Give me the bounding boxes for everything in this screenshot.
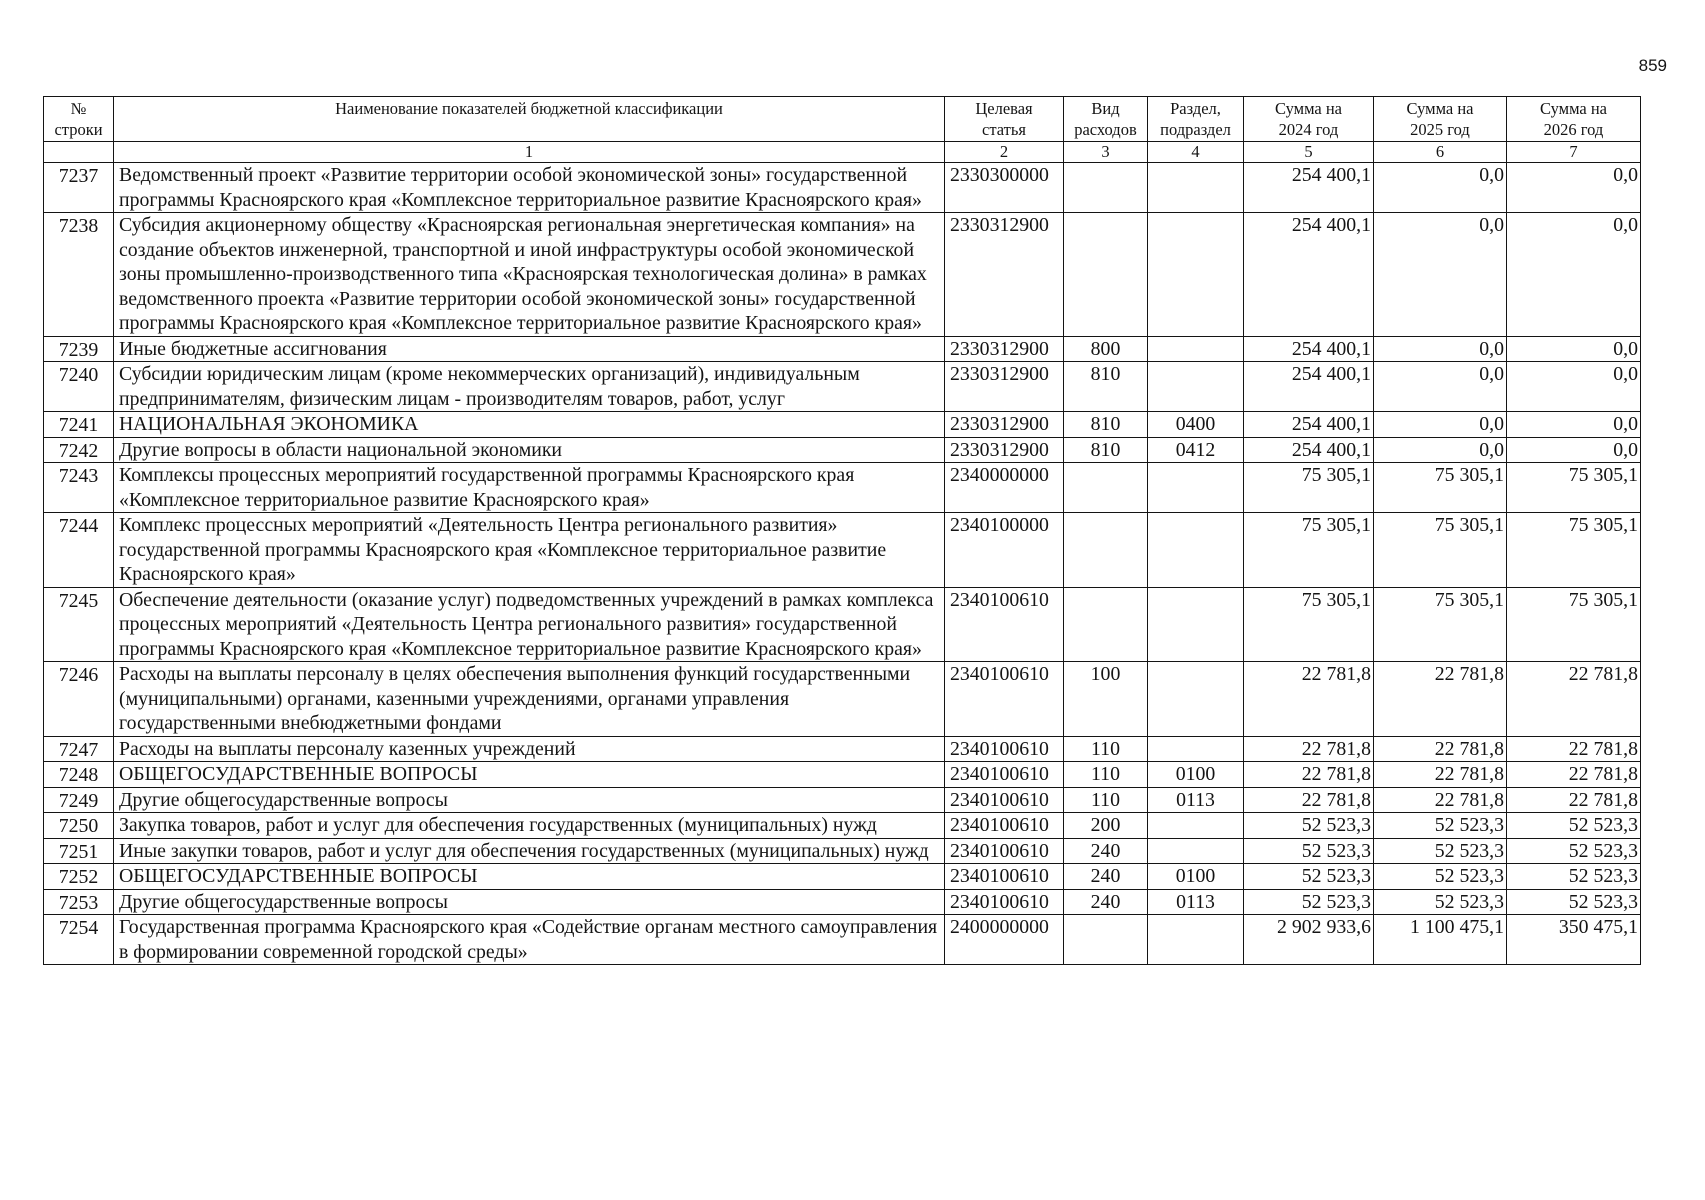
section-subsection-cell: 0412 [1148,437,1244,463]
indicator-name-cell: Закупка товаров, работ и услуг для обеспечения государственных (муниципальных) нужд [114,813,945,839]
target-article-cell: 2340100610 [945,662,1064,737]
target-article-cell: 2330300000 [945,163,1064,213]
amount-2025-cell: 0,0 [1374,336,1507,362]
row-number-cell: 7250 [44,813,114,839]
table-row [44,889,1641,915]
header-row [44,97,1641,142]
target-article-cell: 2330312900 [945,437,1064,463]
amount-2026-cell: 0,0 [1507,213,1641,337]
amount-2026-cell: 0,0 [1507,437,1641,463]
section-subsection-cell [1148,587,1244,662]
amount-2025-cell: 52 523,3 [1374,813,1507,839]
amount-2024-cell: 22 781,8 [1244,762,1374,788]
header-amount-2025-line2: 2025 год [1410,120,1470,139]
row-number-cell: 7251 [44,838,114,864]
row-number-cell: 7237 [44,163,114,213]
section-subsection-cell [1148,662,1244,737]
target-article-cell: 2340100610 [945,587,1064,662]
row-number-cell: 7242 [44,437,114,463]
row-number-cell: 7247 [44,736,114,762]
amount-2024-cell: 254 400,1 [1244,336,1374,362]
header-amount-2026-line2: 2026 год [1543,120,1604,139]
header-amount-2026 [1507,97,1641,142]
header-section-line1: Раздел, [1170,99,1221,118]
column-number-6: 6 [1374,142,1507,163]
amount-2026-cell: 22 781,8 [1507,762,1641,788]
target-article-cell: 2330312900 [945,412,1064,438]
section-subsection-cell: 0400 [1148,412,1244,438]
header-amount-2025 [1374,97,1507,142]
amount-2026-cell: 75 305,1 [1507,587,1641,662]
indicator-name-cell: Комплексы процессных мероприятий государственной программы Красноярского края «Комплексное территориальное развитие Красноярского края» [114,463,945,513]
amount-2024-cell: 52 523,3 [1244,864,1374,890]
expense-type-cell: 240 [1064,889,1148,915]
table-row [44,762,1641,788]
indicator-name-cell: Ведомственный проект «Развитие территории особой экономической зоны» государственной программы Красноярского края «Комплексное территориальное развитие Красноярского края» [114,163,945,213]
amount-2026-cell: 75 305,1 [1507,513,1641,588]
table-row [44,336,1641,362]
section-subsection-cell: 0100 [1148,762,1244,788]
row-number-cell: 7241 [44,412,114,438]
header-target-article [945,97,1064,142]
header-amount-2024 [1244,97,1374,142]
amount-2024-cell: 2 902 933,6 [1244,915,1374,965]
amount-2026-cell: 22 781,8 [1507,787,1641,813]
expense-type-cell: 100 [1064,662,1148,737]
table-row [44,362,1641,412]
expense-type-cell [1064,213,1148,337]
target-article-cell: 2340100610 [945,838,1064,864]
section-subsection-cell [1148,513,1244,588]
amount-2025-cell: 0,0 [1374,412,1507,438]
expense-type-cell: 110 [1064,762,1148,788]
expense-type-cell [1064,163,1148,213]
amount-2026-cell: 22 781,8 [1507,736,1641,762]
expense-type-cell [1064,915,1148,965]
target-article-cell: 2330312900 [945,213,1064,337]
amount-2025-cell: 22 781,8 [1374,787,1507,813]
indicator-name-cell: ОБЩЕГОСУДАРСТВЕННЫЕ ВОПРОСЫ [114,864,945,890]
table-row [44,412,1641,438]
section-subsection-cell [1148,463,1244,513]
indicator-name-cell: Иные закупки товаров, работ и услуг для обеспечения государственных (муниципальных) нужд [114,838,945,864]
indicator-name-cell: Обеспечение деятельности (оказание услуг) подведомственных учреждений в рамках комплекса процессных мероприятий «Деятельность Центра регионального развития» государственной программы Красноярского края «Комплексное территориальное развитие Красноярского края» [114,587,945,662]
indicator-name-cell: Расходы на выплаты персоналу в целях обеспечения выполнения функций государственными (муниципальными) органами, казенными учреждениями, органами управления государственными внебюджетными фондами [114,662,945,737]
table-row [44,463,1641,513]
amount-2024-cell: 254 400,1 [1244,213,1374,337]
section-subsection-cell: 0113 [1148,889,1244,915]
amount-2024-cell: 22 781,8 [1244,662,1374,737]
expense-type-cell: 810 [1064,437,1148,463]
amount-2026-cell: 22 781,8 [1507,662,1641,737]
row-number-cell: 7252 [44,864,114,890]
column-number-5: 5 [1244,142,1374,163]
amount-2025-cell: 52 523,3 [1374,889,1507,915]
indicator-name-cell: НАЦИОНАЛЬНАЯ ЭКОНОМИКА [114,412,945,438]
header-indicator-name [114,97,945,142]
header-amount-2025-line1: Сумма на [1406,99,1474,118]
table-row [44,915,1641,965]
target-article-cell: 2340100610 [945,889,1064,915]
expense-type-cell [1064,463,1148,513]
amount-2025-cell: 1 100 475,1 [1374,915,1507,965]
table-row [44,662,1641,737]
amount-2025-cell: 75 305,1 [1374,463,1507,513]
header-amount-2024-line1: Сумма на [1275,99,1342,118]
column-number-row [44,142,1641,163]
amount-2026-cell: 52 523,3 [1507,864,1641,890]
row-number-cell: 7249 [44,787,114,813]
table-row [44,163,1641,213]
amount-2024-cell: 52 523,3 [1244,889,1374,915]
header-expense-type [1064,97,1148,142]
row-number-cell: 7248 [44,762,114,788]
header-indicator-name-text: Наименование показателей бюджетной классификации [335,99,723,118]
header-expense-type-line2: расходов [1074,120,1137,139]
header-section-line2: подраздел [1160,120,1231,139]
header-expense-type-line1: Вид [1091,99,1120,118]
amount-2024-cell: 22 781,8 [1244,787,1374,813]
target-article-cell: 2330312900 [945,362,1064,412]
header-amount-2024-line2: 2024 год [1278,120,1339,139]
amount-2026-cell: 0,0 [1507,362,1641,412]
target-article-cell: 2340100610 [945,736,1064,762]
amount-2026-cell: 0,0 [1507,412,1641,438]
row-number-cell: 7254 [44,915,114,965]
expense-type-cell: 200 [1064,813,1148,839]
amount-2024-cell: 254 400,1 [1244,412,1374,438]
column-number-4: 4 [1148,142,1244,163]
budget-classification-table [43,96,1641,965]
expense-type-cell: 810 [1064,412,1148,438]
amount-2026-cell: 350 475,1 [1507,915,1641,965]
header-row-number-line2: строки [54,120,103,139]
amount-2024-cell: 52 523,3 [1244,813,1374,839]
target-article-cell: 2340100610 [945,762,1064,788]
header-amount-2026-line1: Сумма на [1540,99,1607,118]
table-body [44,163,1641,965]
row-number-cell: 7246 [44,662,114,737]
table-row [44,813,1641,839]
amount-2025-cell: 52 523,3 [1374,864,1507,890]
table-row [44,437,1641,463]
header-target-article-line1: Целевая [975,99,1033,118]
amount-2024-cell: 75 305,1 [1244,463,1374,513]
header-section [1148,97,1244,142]
amount-2024-cell: 254 400,1 [1244,362,1374,412]
table-row [44,213,1641,337]
amount-2026-cell: 52 523,3 [1507,889,1641,915]
header-row-number-line1: № [70,99,87,118]
column-number-1: 1 [114,142,945,163]
header-row-number [44,97,114,142]
amount-2025-cell: 0,0 [1374,163,1507,213]
target-article-cell: 2400000000 [945,915,1064,965]
table-row [44,864,1641,890]
amount-2025-cell: 22 781,8 [1374,736,1507,762]
column-number-2: 2 [945,142,1064,163]
target-article-cell: 2340100610 [945,787,1064,813]
amount-2024-cell: 254 400,1 [1244,163,1374,213]
target-article-cell: 2340100610 [945,813,1064,839]
amount-2024-cell: 75 305,1 [1244,513,1374,588]
amount-2026-cell: 52 523,3 [1507,838,1641,864]
table-row [44,736,1641,762]
expense-type-cell: 240 [1064,838,1148,864]
indicator-name-cell: Комплекс процессных мероприятий «Деятельность Центра регионального развития» государственной программы Красноярского края «Комплексное территориальное развитие Красноярского края» [114,513,945,588]
row-number-cell: 7245 [44,587,114,662]
indicator-name-cell: Расходы на выплаты персоналу казенных учреждений [114,736,945,762]
column-number-3: 3 [1064,142,1148,163]
expense-type-cell: 110 [1064,736,1148,762]
section-subsection-cell: 0113 [1148,787,1244,813]
amount-2025-cell: 0,0 [1374,437,1507,463]
amount-2025-cell: 22 781,8 [1374,762,1507,788]
row-number-cell: 7253 [44,889,114,915]
amount-2025-cell: 52 523,3 [1374,838,1507,864]
amount-2025-cell: 75 305,1 [1374,513,1507,588]
amount-2026-cell: 52 523,3 [1507,813,1641,839]
amount-2025-cell: 0,0 [1374,362,1507,412]
table-header [44,97,1641,163]
row-number-cell: 7239 [44,336,114,362]
amount-2025-cell: 75 305,1 [1374,587,1507,662]
amount-2025-cell: 22 781,8 [1374,662,1507,737]
header-target-article-line2: статья [982,120,1026,139]
indicator-name-cell: Субсидия акционерному обществу «Красноярская региональная энергетическая компания» на создание объектов инженерной, транспортной и иной инфраструктуры особой экономической зоны промышленно-производственного типа «Красноярская технологическая долина» в рамках ведомственного проекта «Развитие территории особой экономической зоны» государственной программы Красноярского края «Комплексное территориальное развитие Красноярского края» [114,213,945,337]
expense-type-cell: 240 [1064,864,1148,890]
row-number-cell: 7244 [44,513,114,588]
section-subsection-cell [1148,336,1244,362]
section-subsection-cell [1148,362,1244,412]
indicator-name-cell: Субсидии юридическим лицам (кроме некоммерческих организаций), индивидуальным предпринимателям, физическим лицам - производителям товаров, работ, услуг [114,362,945,412]
row-number-cell: 7240 [44,362,114,412]
amount-2026-cell: 0,0 [1507,163,1641,213]
expense-type-cell: 110 [1064,787,1148,813]
amount-2026-cell: 0,0 [1507,336,1641,362]
table-row [44,787,1641,813]
expense-type-cell [1064,513,1148,588]
indicator-name-cell: Другие вопросы в области национальной экономики [114,437,945,463]
amount-2024-cell: 75 305,1 [1244,587,1374,662]
target-article-cell: 2340100000 [945,513,1064,588]
section-subsection-cell [1148,213,1244,337]
expense-type-cell: 810 [1064,362,1148,412]
indicator-name-cell: Другие общегосударственные вопросы [114,889,945,915]
table-row [44,513,1641,588]
amount-2024-cell: 254 400,1 [1244,437,1374,463]
row-number-cell: 7243 [44,463,114,513]
indicator-name-cell: Государственная программа Красноярского края «Содействие органам местного самоуправления в формировании современной городской среды» [114,915,945,965]
section-subsection-cell [1148,813,1244,839]
target-article-cell: 2340100610 [945,864,1064,890]
section-subsection-cell [1148,736,1244,762]
expense-type-cell [1064,587,1148,662]
section-subsection-cell: 0100 [1148,864,1244,890]
page-number: 859 [1638,56,1667,75]
section-subsection-cell [1148,915,1244,965]
amount-2024-cell: 52 523,3 [1244,838,1374,864]
section-subsection-cell [1148,163,1244,213]
indicator-name-cell: ОБЩЕГОСУДАРСТВЕННЫЕ ВОПРОСЫ [114,762,945,788]
amount-2025-cell: 0,0 [1374,213,1507,337]
table-row [44,838,1641,864]
expense-type-cell: 800 [1064,336,1148,362]
amount-2024-cell: 22 781,8 [1244,736,1374,762]
column-number-empty [44,142,114,163]
table-row [44,587,1641,662]
indicator-name-cell: Другие общегосударственные вопросы [114,787,945,813]
column-number-7: 7 [1507,142,1641,163]
target-article-cell: 2330312900 [945,336,1064,362]
section-subsection-cell [1148,838,1244,864]
indicator-name-cell: Иные бюджетные ассигнования [114,336,945,362]
amount-2026-cell: 75 305,1 [1507,463,1641,513]
target-article-cell: 2340000000 [945,463,1064,513]
row-number-cell: 7238 [44,213,114,337]
